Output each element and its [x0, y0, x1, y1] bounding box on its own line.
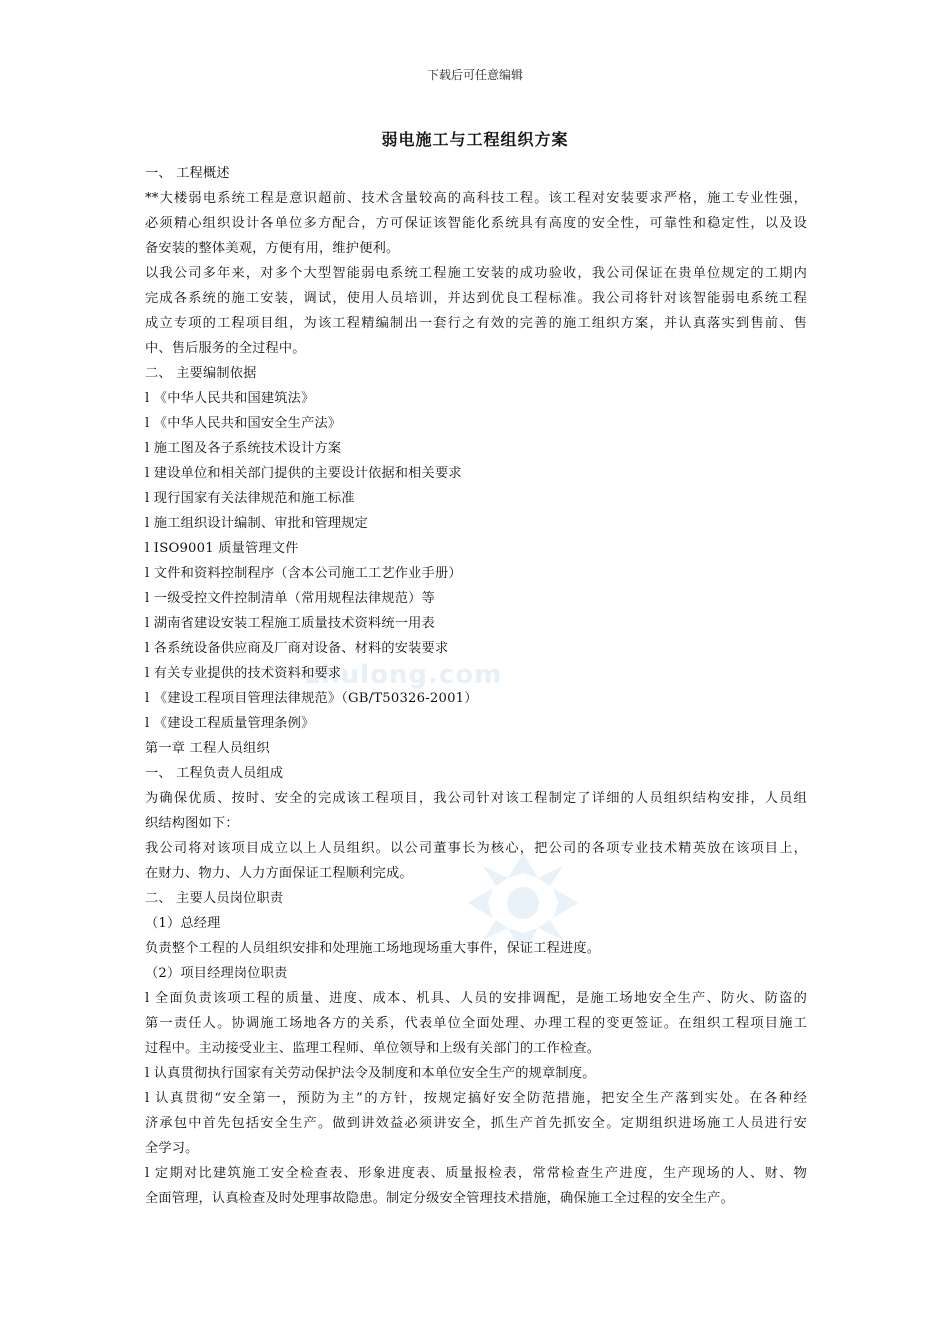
text-line: l 认真贯彻“安全第一，预防为主”的方针，按规定搞好安全防范措施，把安全生产落到实处。在各种经 — [145, 1091, 807, 1106]
text-line: l 各系统设备供应商及厂商对设备、材料的安装要求 — [145, 641, 449, 656]
text-line: l 文件和资料控制程序（含本公司施工工艺作业手册） — [145, 566, 462, 581]
text-line: 全学习。 — [145, 1141, 199, 1156]
text-line: l 全面负责该项工程的质量、进度、成本、机具、人员的安排调配，是施工场地安全生产、防火、防盗的 — [145, 991, 807, 1006]
text-line: l 定期对比建筑施工安全检查表、形象进度表、质量报检表，常常检查生产进度，生产现场的人、财、物 — [145, 1166, 807, 1181]
text-line: 我公司将对该项目成立以上人员组织。以公司董事长为核心，把公司的各项专业技术精英放在该项目上， — [145, 841, 807, 856]
text-line: （2）项目经理岗位职责 — [145, 966, 288, 981]
text-line: 以我公司多年来，对多个大型智能弱电系统工程施工安装的成功验收，我公司保证在贵单位规定的工期内 — [145, 266, 807, 281]
text-line: 第一章 工程人员组织 — [145, 741, 270, 756]
text-line: l ISO9001 质量管理文件 — [145, 541, 299, 556]
text-line: **大楼弱电系统工程是意识超前、技术含量较高的高科技工程。该工程对安装要求严格，施工专业性强， — [145, 191, 807, 206]
text-line: l 有关专业提供的技术资料和要求 — [145, 666, 342, 681]
text-line: 一、 工程概述 — [145, 166, 230, 181]
text-line: 在财力、物力、人力方面保证工程顺利完成。 — [145, 866, 413, 881]
text-line: 过程中。主动接受业主、监理工程师、单位领导和上级有关部门的工作检查。 — [145, 1041, 601, 1056]
text-line: 二、 主要人员岗位职责 — [145, 891, 284, 906]
text-line: l 湖南省建设安装工程施工质量技术资料统一用表 — [145, 616, 435, 631]
document-body — [145, 161, 807, 1211]
text-line: 中、售后服务的全过程中。 — [145, 341, 306, 356]
text-line: 必须精心组织设计各单位多方配合，方可保证该智能化系统具有高度的安全性，可靠性和稳定性，以及设 — [145, 216, 807, 231]
text-line: l 《中华人民共和国建筑法》 — [145, 391, 315, 406]
text-line: l 一级受控文件控制清单（常用规程法律规范）等 — [145, 591, 435, 606]
text-line: 济承包中首先包括安全生产。做到讲效益必须讲安全，抓生产首先抓安全。定期组织进场施工人员进行安 — [145, 1116, 807, 1131]
text-line: l 施工图及各子系统技术设计方案 — [145, 441, 342, 456]
text-line: l 《建设工程项目管理法律规范》（GB/T50326-2001） — [145, 691, 478, 706]
text-line: 第一责任人。协调施工场地各方的关系，代表单位全面处理、办理工程的变更签证。在组织工程项目施工 — [145, 1016, 807, 1031]
text-line: 成立专项的工程项目组，为该工程精编制出一套行之有效的完善的施工组织方案，并认真落实到售前、售 — [145, 316, 807, 331]
document-title: 弱电施工与工程组织方案 — [381, 130, 569, 149]
text-line: l 建设单位和相关部门提供的主要设计依据和相关要求 — [145, 466, 462, 481]
header-note: 下载后可任意编辑 — [426, 68, 523, 82]
text-line: 二、 主要编制依据 — [145, 366, 257, 381]
text-line: l 现行国家有关法律规范和施工标准 — [145, 491, 355, 506]
text-line: 备安装的整体美观，方便有用，维护便利。 — [145, 241, 400, 256]
text-line: （1）总经理 — [145, 916, 221, 931]
text-line: 织结构图如下： — [145, 816, 239, 831]
text-line: l 《建设工程质量管理条例》 — [145, 716, 315, 731]
text-line: 为确保优质、按时、安全的完成该工程项目，我公司针对该工程制定了详细的人员组织结构安排，人员组 — [145, 791, 807, 806]
text-line: 全面管理，认真检查及时处理事故隐患。制定分级安全管理技术措施，确保施工全过程的安全生产。 — [145, 1191, 735, 1206]
text-line: 一、 工程负责人员组成 — [145, 766, 284, 781]
text-line: 负责整个工程的人员组织安排和处理施工场地现场重大事件，保证工程进度。 — [145, 941, 601, 956]
text-line: l 施工组织设计编制、审批和管理规定 — [145, 516, 369, 531]
text-line: l 认真贯彻执行国家有关劳动保护法令及制度和本单位安全生产的规章制度。 — [145, 1066, 596, 1081]
text-line: l 《中华人民共和国安全生产法》 — [145, 416, 342, 431]
watermark-text: zhulong.com — [305, 660, 503, 690]
text-line: 完成各系统的施工安装，调试，使用人员培训，并达到优良工程标准。我公司将针对该智能弱电系统工程 — [145, 291, 807, 306]
